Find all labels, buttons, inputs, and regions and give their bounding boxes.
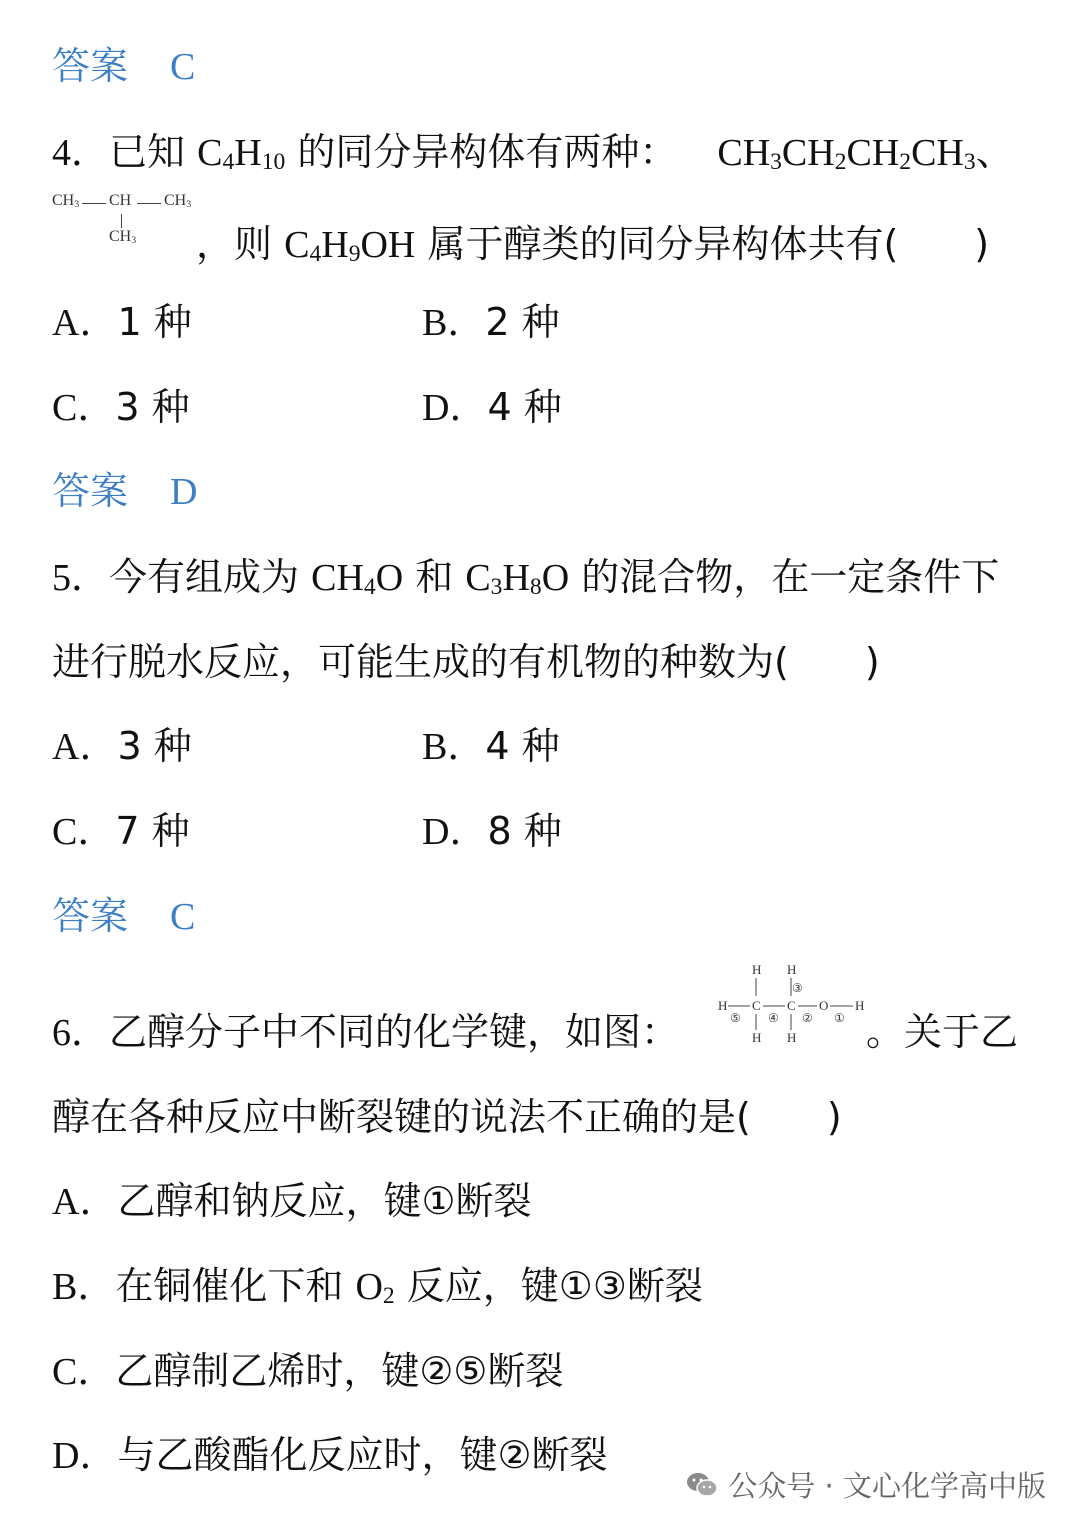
question-text: 的同分异构体有两种：	[285, 130, 678, 174]
question-6-line1-end: 。关于乙	[866, 1010, 1019, 1054]
option-a: A．1 种	[52, 300, 192, 344]
svg-text:H: H	[787, 1030, 797, 1045]
formula-ch4o: $CH_4O$	[311, 557, 404, 601]
option-d: D．4 种	[422, 385, 562, 429]
option-c: C．7 种	[52, 809, 190, 853]
answer-label: 答案	[52, 894, 129, 938]
option-b: B．在铜催化下和 $O_2$ 反应，键①③断裂	[52, 1264, 703, 1310]
option-c: C．乙醇制乙烯时，键②⑤断裂	[52, 1349, 564, 1393]
question-number: 6．	[52, 1012, 110, 1054]
question-text: 属于醇类的同分异构体共有( )	[415, 222, 990, 266]
formula-c4h10: $C_4H_{10}$	[197, 132, 286, 176]
footer-watermark	[686, 1464, 1046, 1505]
option-a: A．3 种	[52, 724, 192, 768]
question-6-line1: 6．乙醇分子中不同的化学键，如图：	[52, 1010, 680, 1054]
option-a: A．乙醇和钠反应，键①断裂	[52, 1179, 532, 1223]
ethanol-structure	[716, 958, 866, 1048]
answer-letter: C	[170, 896, 196, 938]
question-4-line2	[196, 220, 1040, 269]
svg-text:②: ②	[802, 1011, 813, 1025]
question-5-line1: 5．今有组成为 $CH_4O$ 和 $C_3H_8O$ 的混合物，在一定条件下	[52, 555, 1000, 601]
option-d: D．8 种	[422, 809, 562, 853]
svg-text:⑤: ⑤	[730, 1011, 741, 1025]
svg-text:H: H	[752, 1030, 762, 1045]
svg-text:H: H	[787, 962, 797, 977]
svg-text:④: ④	[768, 1011, 779, 1025]
answer-letter: C	[170, 46, 196, 88]
answer-label: 答案	[52, 44, 129, 88]
svg-text:H: H	[855, 998, 865, 1013]
answer-label: 答案	[52, 469, 129, 513]
footer-text: 公众号 · 文心化学高中版	[728, 1469, 1046, 1503]
question-4-line1	[52, 128, 1040, 177]
question-5-line2: 进行脱水反应，可能生成的有机物的种数为( )	[52, 640, 880, 684]
formula-c3h8o: $C_3H_8O$	[465, 557, 570, 601]
answer-q3	[52, 42, 1040, 91]
wechat-icon	[686, 1471, 718, 1499]
svg-text:③: ③	[792, 981, 803, 995]
option-b: B．4 种	[422, 724, 560, 768]
option-c: C．3 种	[52, 385, 190, 429]
answer-q5	[52, 892, 1040, 941]
answer-q4	[52, 467, 1040, 516]
separator: 、	[975, 130, 1014, 174]
svg-text:①: ①	[834, 1011, 845, 1025]
svg-text:C: C	[787, 998, 796, 1013]
svg-text:H: H	[718, 998, 728, 1013]
svg-text:C: C	[752, 998, 761, 1013]
question-number: 4．	[52, 132, 110, 174]
question-6-line2: 醇在各种反应中断裂键的说法不正确的是( )	[52, 1095, 842, 1139]
question-number: 5．	[52, 557, 110, 599]
option-b: B．2 种	[422, 300, 560, 344]
formula-butane: $CH_3CH_2CH_2CH_3$	[717, 132, 976, 176]
formula-o2: $O_2$	[355, 1266, 395, 1310]
question-text: 已知	[109, 130, 198, 174]
option-d: D．与乙酸酯化反应时，键②断裂	[52, 1433, 608, 1477]
question-text: ，则	[196, 222, 285, 266]
svg-text:O: O	[819, 998, 829, 1013]
isobutane-structure: $CH_3$ CH $CH_3$ $CH_3$	[52, 192, 192, 246]
svg-text:H: H	[752, 962, 762, 977]
formula-c4h9oh: $C_4H_9OH$	[284, 224, 416, 268]
answer-letter: D	[170, 471, 198, 513]
